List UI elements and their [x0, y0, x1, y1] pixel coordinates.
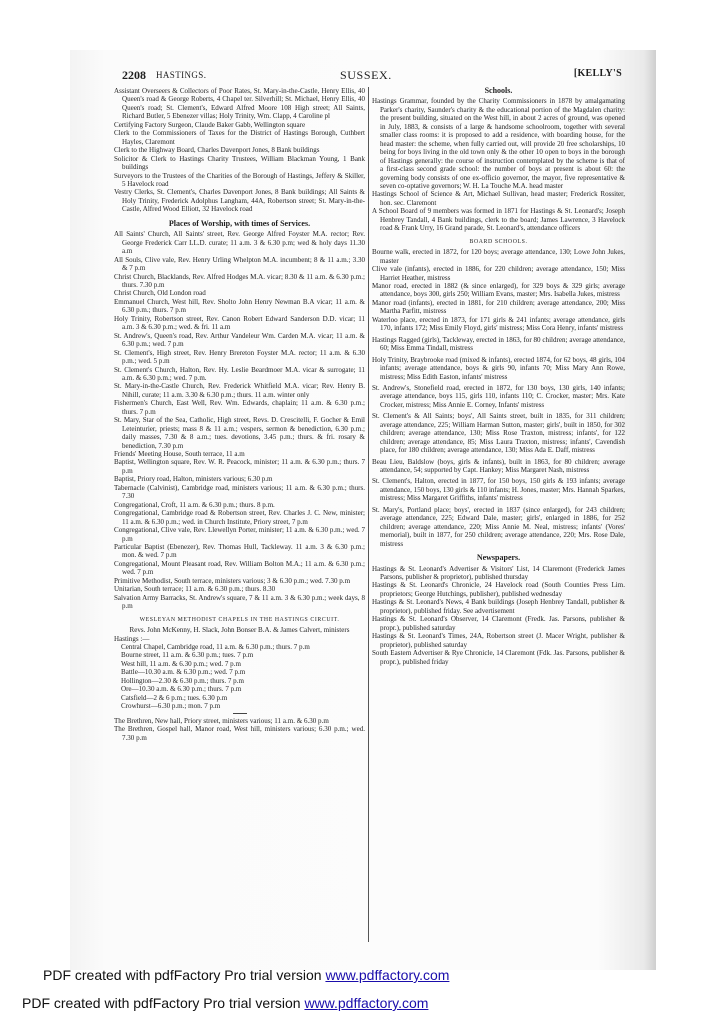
entry: Congregational, Croft, 11 a.m. & 6.30 p.m.; thurs. 8 p.m. — [114, 500, 275, 509]
entry: Certifying Factory Surgeon, Claude Baker Gabb, Wellington square — [114, 120, 306, 129]
chapel-entry: Catsfield—2 & 6 p.m.; tues. 6.30 p.m — [121, 693, 228, 702]
section-heading-wesleyan: WESLEYAN METHODIST CHAPELS IN THE HASTINGS CIRCUIT. — [139, 616, 340, 623]
chapel-entry: West hill, 11 a.m. & 6.30 p.m.; wed. 7 p.m — [121, 659, 241, 668]
publisher-heading: [KELLY'S — [573, 68, 622, 79]
town-heading: HASTINGS. — [156, 70, 207, 80]
entry: St. Mary's, Portland place; boys', erected in 1837 (since enlarged), for 243 children; average attendance, 225; Edward Dale, master; girls', enlarged in 1886, for 252 children; average attendance, 220; Miss Annie M. Neal, mistress; infants' (Vores' memorial), built in 1877, for 250 children; average attendance, 220; Mrs. Rose Dale, mistress — [372, 505, 625, 548]
entry: St. Clement's Church, Halton, Rev. Hy. Leslie Beardmoer M.A. vicar & surrogate; 11 a.m. & 6.30 p.m.; wed. 7 p.m. — [114, 365, 365, 382]
entry: Vestry Clerks, St. Clement's, Charles Davenport Jones, 8 Bank buildings; All Saints & Holy Trinity, Frederick Adolphus Langham, 44A, Robertson street; St. Mary-in-the-Castle, Alfred Wood Elliott, 32 Havelock road — [114, 188, 365, 214]
chapel-entry: Battle—10.30 a.m. & 6.30 p.m.; wed. 7 p.m — [121, 668, 246, 677]
entry: St. Clement's, High street, Rev. Henry Brereton Foyster M.A. rector; 11 a.m. & 6.30 p.m.; wed. 5 p.m — [114, 348, 365, 366]
pdffactory-link[interactable]: www.pdffactory.com — [304, 995, 429, 1011]
entry: Clerk to the Highway Board, Charles Davenport Jones, 8 Bank buildings — [114, 146, 320, 155]
entry: Baptist, Wellington square, Rev. W. R. Peacock, minister; 11 a.m. & 6.30 p.m.; thurs. 7 p.m — [114, 458, 365, 475]
entry: Christ Church, Old London road — [114, 289, 206, 298]
entry: Hastings & St. Leonard's Times, 24A, Robertson street (J. Macer Wright, publisher & proprietor), published saturday — [372, 632, 625, 649]
entry: St. Andrew's, Queen's road, Rev. Arthur Vandeleur Wm. Carden M.A. vicar; 11 a.m. & 6.30 p.m.; wed. 7 p.m — [114, 331, 365, 349]
wesleyan-ministers: Revs. John McKenny, H. Slack, John Bonser B.A. & James Calvert, ministers — [129, 626, 350, 635]
entry: Unitarian, South terrace; 11 a.m. & 6.30 p.m.; thurs. 8.30 — [114, 585, 276, 594]
entry: Congregational, Clive vale, Rev. Llewellyn Porter, minister; 11 a.m. & 6.30 p.m.; wed. 7 p.m — [114, 526, 365, 543]
left-column — [114, 87, 365, 742]
entry: St. Mary-in-the-Castle Church, Rev. Frederick Whitfield M.A. vicar; Rev. Henry B. Nihill, curate; 11 a.m. 3.30 & 6.30 p.m.; thurs. 11 a.m. winter only — [114, 382, 365, 399]
entry: Baptist, Priory road, Halton, ministers various; 6.30 p.m — [114, 475, 273, 484]
entry: All Saints' Church, All Saints' street, Rev. George Alfred Foyster M.A. rector; Rev. George Frederick Carr LL.D. curate; 11 a.m. 3 & 6.30 p.m; wed & holy days 11.30 a.m — [114, 230, 365, 256]
entry: Primitive Methodist, South terrace, ministers various; 3 & 6.30 p.m.; wed. 7.30 p.m — [114, 576, 351, 585]
entry: St. Mary, Star of the Sea, Catholic, High street, Revs. D. Crescitelli, F. Gocher & Emil Leteinturier, priests; mass 8 & 11 a.m.; vespers, sermon & benediction, 6.30 p.m.; daily masses, 7.30 & 8 a.m.; tues. devotions, 3.45 p.m.; thurs. & fri. rosary & benediction, 7.30 p.m — [114, 416, 365, 450]
right-column — [372, 87, 625, 666]
entry: Congregational, Cambridge road & Robertson street, Rev. Charles J. C. New, minister; 11 a.m. & 6.30 p.m.; wed. in Church Institute, Priory street, 7 p.m — [114, 509, 365, 526]
chapel-entry: Central Chapel, Cambridge road, 11 a.m. & 6.30 p.m.; thurs. 7 p.m — [121, 643, 310, 651]
entry: Congregational, Mount Pleasant road, Rev. William Bolton M.A.; 11 a.m. & 6.30 p.m.; wed. 7 p.m — [114, 559, 365, 577]
chapel-entry: Ore—10.30 a.m. & 6.30 p.m.; thurs. 7 p.m — [121, 685, 242, 694]
wesleyan-label: Hastings :— — [114, 634, 150, 643]
watermark-text: PDF created with pdfFactory Pro trial version — [43, 967, 326, 983]
entry: A School Board of 9 members was formed in 1871 for Hastings & St. Leonard's; Joseph Henbrey Tandall, 4 Bank buildings, clerk to the board; James Lawrence, 3 Havelock road & Frank Urry, 16 Grand parade, St. Leonard's, attendance officers — [372, 207, 625, 233]
entry: Bourne walk, erected in 1872, for 120 boys; average attendance, 130; Lowe John Jukes, master — [372, 248, 625, 265]
entry: Solicitor & Clerk to Hastings Charity Trustees, William Blackman Young, 1 Bank buildings — [114, 154, 365, 172]
entry: Christ Church, Blacklands, Rev. Alfred Hodges M.A. vicar; 8.30 & 11 a.m. & 6.30 p.m.; thurs. 7.30 p.m — [114, 272, 365, 289]
entry: Particular Baptist (Ebenezer), Rev. Thomas Hull, Tackleway. 11 a.m. 3 & 6.30 p.m.; mon. & wed. 7 p.m — [114, 543, 365, 560]
entry: All Souls, Clive vale, Rev. Henry Urling Whelpton M.A. incumbent; 8 & 11 a.m.; 3.30 & 7 p.m — [114, 255, 365, 273]
pdf-watermark-line — [43, 967, 449, 983]
county-heading: SUSSEX. — [340, 68, 392, 82]
entry: Holy Trinity, Braybrooke road (mixed & infants), erected 1874, for 62 boys, 48 girls, 104 infants; average attendance, boys & girls 90, infants 70; Miss Mary Ann Rowe, mistress; Miss Edith Easton, infants' mistress — [372, 355, 625, 381]
entry: Holy Trinity, Robertson street, Rev. Canon Robert Edward Sanderson D.D. vicar; 11 a.m. 3 & 6.30 p.m.; wed. & fri. 11 a.m — [114, 314, 365, 332]
entry: Hastings & St. Leonard's News, 4 Bank buildings (Joseph Henbrey Tandall, publisher & proprietor), published friday. See advertisement — [372, 598, 625, 615]
section-heading-worship: Places of Worship, with times of Services. — [168, 218, 311, 228]
entry: Clerk to the Commissioners of Taxes for the District of Hastings Borough, Cuthbert Hayles, Claremont — [114, 129, 365, 146]
entry: Assistant Overseers & Collectors of Poor Rates, St. Mary-in-the-Castle, Henry Ellis, 40 Queen's road & George Roberts, 4 Chapel ter. Silverhill; St. Michael, Henry Ellis, 40 Queen's road; St. Clement's, Edward Alfred Moore 108 High street; All Saints, Richard Butler, 5 Ebenezer villas; Holy Trinity, Wm. Clapp, 4 Caroline pl — [114, 87, 365, 121]
entry: Surveyors to the Trustees of the Charities of the Borough of Hastings, Jeffery & Skiller, 5 Havelock road — [114, 171, 365, 188]
entry: Hastings School of Science & Art, Michael Sullivan, head master; Frederick Rossiter, hon. sec. Claremont — [372, 190, 625, 207]
section-heading-newspapers: Newspapers. — [476, 553, 521, 563]
page-number: 2208 — [122, 68, 146, 82]
entry: Hastings & St. Leonard's Observer, 14 Claremont (Fredk. Jas. Parsons, publisher & propr.), published saturday — [372, 615, 625, 632]
entry: Friends' Meeting House, South terrace, 11 a.m — [114, 450, 245, 459]
running-header — [122, 68, 622, 82]
entry: St. Clement's & All Saints; boys', All Saints street, built in 1835, for 311 children; average attendance, 225; William Harman Sutton, master; girls', built in 1850, for 302 children; average attendance, 130; Miss Rose Traxton, mistress; infants', for 122 children; average attendance, 85; Miss Laura Traxton, mistress; infants', Cavendish place, for 180 children; average attendance, 130; Miss Ada E. Daff, mistress — [372, 412, 625, 455]
entry: Fishermen's Church, East Well, Rev. Wm. Edwards, chaplain; 11 a.m. & 6.30 p.m.; thurs. 7 p.m — [114, 399, 365, 416]
column-divider — [368, 87, 369, 942]
entry: Hastings Grammar, founded by the Charity Commissioners in 1878 by amalgamating Parker's charity, Saunder's charity & the educational portion of the Magdalen charity: the present building, situated on the West hill, in about 2 acres of ground, was opened in July, 1883, & consists of a large & handsome schoolroom, together with several smaller class rooms: it is proposed to add a residence, with boarding house, for the head master: the scheme, when fully carried out, will provide 20 free scholarships, 10 being for boys living in the old town only & the other 10 open to boys in the borough of Hastings generally: the course of instruction contemplated by the scheme is that of a first-class second grade school: the number of boys at present is about 60: the governing body consists of one ex-officio governor, the mayor, five representative & seven co-optative governors; W. H. La Touche M.A. head master — [372, 97, 625, 190]
entry: Emmanuel Church, West hill, Rev. Sholto John Henry Newman B.A vicar; 11 a.m. & 6.30 p.m.; thurs. 7 p.m — [114, 297, 365, 315]
chapel-entry: Crowhurst—6.30 p.m.; mon. 7 p.m — [121, 702, 221, 711]
entry: Waterloo place, erected in 1873, for 171 girls & 241 infants; average attendance, girls 170, infants 172; Miss Emily Floyd, girls' mistress; Miss Cora Henry, infants' mistress — [372, 315, 625, 333]
entry: Manor road (infants), erected in 1881, for 210 children; average attendance, 200; Miss Martha Parfitt, mistress — [372, 298, 625, 316]
section-heading-board-schools: BOARD SCHOOLS. — [469, 238, 528, 245]
section-divider — [233, 713, 247, 714]
entry: Hastings & St. Leonard's Chronicle, 24 Havelock road (South Counties Press Lim. proprietors; George Hutchings, publisher), published wednesday — [372, 581, 625, 598]
entry: Tabernacle (Calvinist), Cambridge road, ministers various; 11 a.m. & 6.30 p.m.; thurs. 7.30 — [114, 483, 365, 501]
entry: Beau Lieu, Baldslow (boys, girls & infants), built in 1863, for 80 children; average attendance, 54; supported by Capt. Hankey; Miss Margaret Nash, mistress — [372, 457, 625, 475]
entry: Hastings Ragged (girls), Tackleway, erected in 1863, for 80 children; average attendance, 60; Miss Emma Tindall, mistress — [372, 335, 625, 353]
entry: The Brethren, New hall, Priory street, ministers various; 11 a.m. & 6.30 p.m — [114, 716, 329, 725]
entry: Manor road, erected in 1882 (& since enlarged), for 329 boys & 329 girls; average attendance, boys 300, girls 250; William Evans, master; Mrs. Isabella Jukes, mistress — [372, 281, 625, 299]
entry: The Brethren, Gospel hall, Manor road, West hill, ministers various; 6.30 p.m.; wed. 7.30 p.m — [114, 725, 365, 742]
chapel-entry: Bourne street, 11 a.m. & 6.30 p.m.; tues. 7 p.m — [121, 651, 254, 660]
pdffactory-link[interactable]: www.pdffactory.com — [325, 967, 450, 983]
watermark-text: PDF created with pdfFactory Pro trial version — [22, 995, 305, 1011]
entry: St. Clement's, Halton, erected in 1877, for 150 boys, 150 girls & 193 infants; average attendance, 150 boys, 130 girls & 110 infants; H. Jones, master; Mrs. Hannah Sparkes, mistress; Miss Margaret Griffiths, infants' mistress — [372, 477, 625, 503]
entry: South Eastern Advertiser & Rye Chronicle, 14 Claremont (Fdk. Jas. Parsons, publisher & propr.), published friday — [372, 649, 625, 666]
entry: Salvation Army Barracks, St. Andrew's square, 7 & 11 a.m. 3 & 6.30 p.m.; week days, 8 p.m — [114, 593, 365, 611]
pdf-watermark-line — [22, 995, 428, 1011]
chapel-entry: Hollington—2.30 & 6.30 p.m.; thurs. 7 p.m — [121, 676, 244, 685]
entry: Hastings & St. Leonard's Advertiser & Visitors' List, 14 Claremont (Frederick James Parsons, publisher & proprietor), published thursday — [372, 564, 625, 582]
entry: Clive vale (infants), erected in 1886, for 220 children; average attendance, 150; Miss Harriet Heather, mistress — [372, 265, 625, 282]
section-heading-schools: Schools. — [484, 86, 513, 95]
entry: St. Andrew's, Stonefield road, erected in 1872, for 130 boys, 130 girls, 140 infants; average attendance, boys 115, girls 110, infants 110; C. Crocker, master; Mrs. Kate Crocker, mistress; Miss Annie E. Corney, Infants' mistress — [372, 383, 625, 409]
